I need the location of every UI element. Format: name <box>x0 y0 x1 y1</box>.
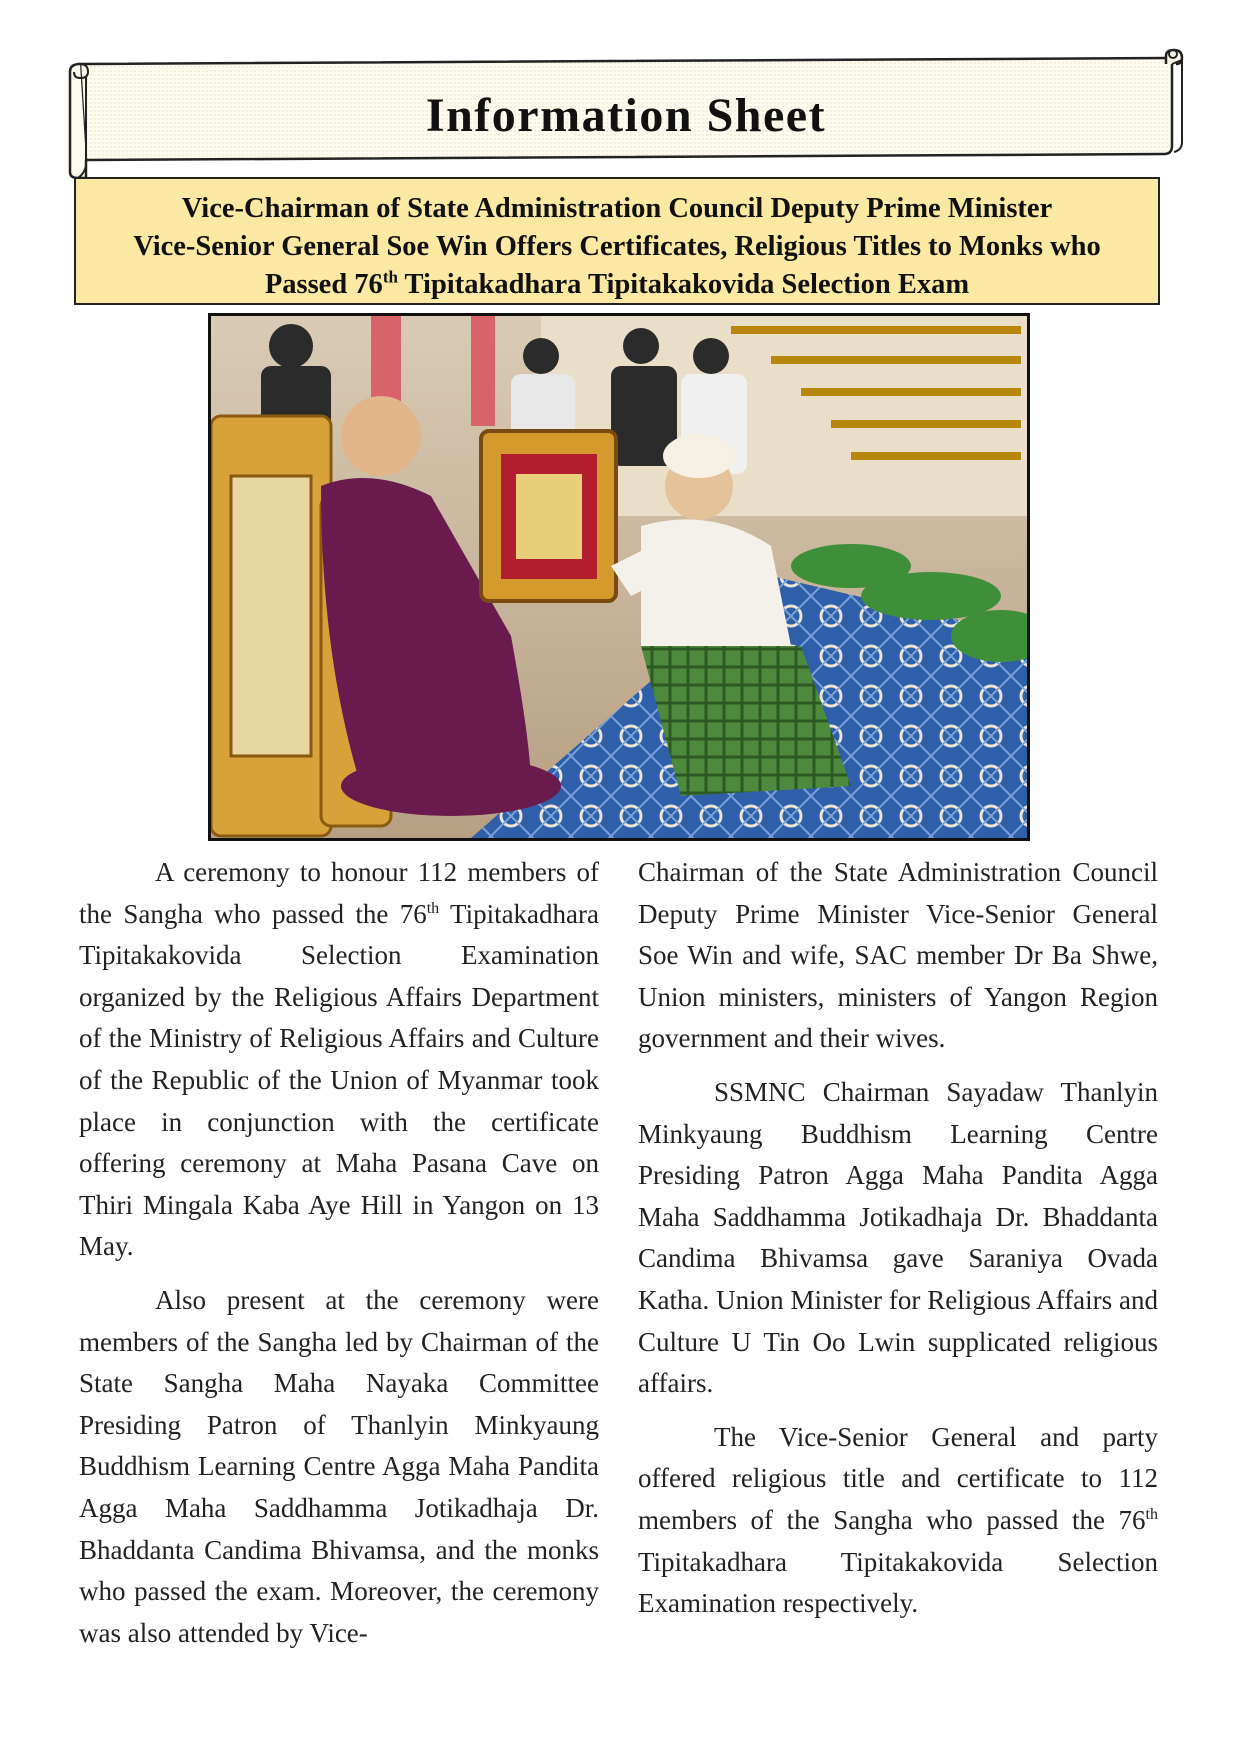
paragraph-4-superscript: th <box>1145 1505 1158 1523</box>
headline-line-3-end: Tipitakadhara Tipitakakovida Selection Exam <box>397 269 970 300</box>
page-title: Information Sheet <box>425 89 827 142</box>
headline-line-3 <box>76 266 1158 304</box>
paragraph-1-end: Tipitakadhara Tipitakakovida Selection Examination organized by the Religious Affairs Department of the Ministry of Religious Affairs and Culture of the Republic of the Union of Myanmar took place in conjunction with the certificate offering ceremony at Maha Pasana Cave on Thiri Mingala Kaba Aye Hill in Yangon on 13 May. <box>79 898 599 1262</box>
headline-line-2: Vice-Senior General Soe Win Offers Certificates, Religious Titles to Monks who <box>133 231 1101 262</box>
article-column-right <box>638 852 1158 1637</box>
ceremony-photo <box>208 313 1030 841</box>
paragraph-1-superscript: th <box>426 899 440 917</box>
paragraph-4-start: The Vice-Senior General and party offered religious title and certificate to 112 members of the Sangha who passed the 76 <box>638 1421 1158 1535</box>
ceremony-photo-icon <box>211 316 1027 838</box>
paragraph-1-start: A ceremony to honour 112 members of the Sangha who passed the 76 <box>79 857 599 929</box>
headline-superscript: th <box>382 267 398 287</box>
paragraph-2: Also present at the ceremony were members of the Sangha led by Chairman of the State Sangha Maha Nayaka Committee Presiding Patron of Thanlyin Minkyaung Buddhism Learning Centre Agga Maha Pandita Agga Maha Saddhamma Jotikadhaja Dr. Bhaddanta Candima Bhivamsa, and the monks who passed the exam. Moreover, the ceremony was also attended by Vice- <box>79 1284 599 1648</box>
paragraph-1 <box>79 852 599 1268</box>
headline-line-3-start: Passed 76 <box>264 269 383 300</box>
paragraph-3: SSMNC Chairman Sayadaw Thanlyin Minkyaung Buddhism Learning Centre Presiding Patron Agga Maha Pandita Agga Maha Saddhamma Jotikadhaja Dr. Bhaddanta Candima Bhivamsa gave Saraniya Ovada Katha. Union Minister for Religious Affairs and Culture U Tin Oo Lwin supplicated religious affairs. <box>638 1076 1158 1399</box>
paragraph-4 <box>638 1417 1158 1625</box>
article-column-left <box>79 852 599 1666</box>
paragraph-2-continued: Chairman of the State Administration Council Deputy Prime Minister Vice-Senior General Soe Win and wife, SAC member Dr Ba Shwe, Union ministers, ministers of Yangon Region government and their wives. <box>638 857 1158 1054</box>
title-banner <box>66 46 1186 186</box>
headline-box <box>74 177 1160 305</box>
paragraph-4-end: Tipitakadhara Tipitakakovida Selection Examination respectively. <box>638 1546 1158 1619</box>
headline-line-1: Vice-Chairman of State Administration Council Deputy Prime Minister <box>181 193 1053 224</box>
